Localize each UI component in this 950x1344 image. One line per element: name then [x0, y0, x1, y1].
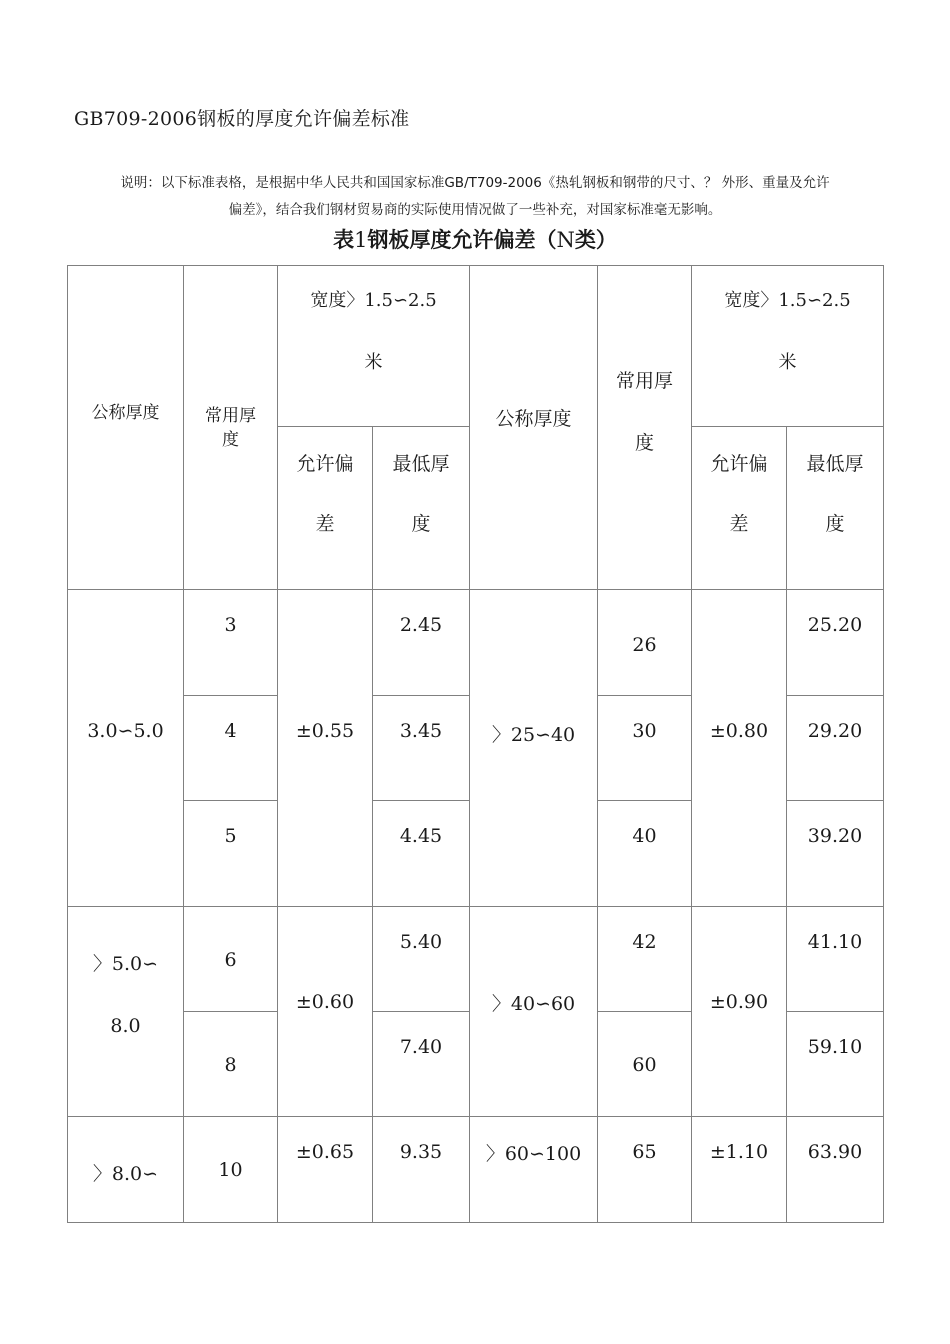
common-value: 4	[224, 720, 237, 742]
left-common-cell	[183, 1116, 278, 1223]
left-common-cell	[183, 589, 278, 696]
header-tolerance-right	[691, 426, 787, 590]
table-title-end: 类）	[574, 228, 617, 252]
left-common-cell	[183, 906, 278, 1012]
left-common-cell	[183, 800, 278, 907]
right-common-cell	[597, 589, 692, 696]
min-value: 2.45	[399, 614, 443, 636]
header-label: 度	[222, 430, 239, 450]
header-nominal-thickness-left	[67, 265, 184, 590]
header-label: 米	[778, 352, 797, 373]
range-value: 〉25∽40	[491, 724, 576, 746]
header-label: 常用厚	[615, 370, 673, 392]
table-title-prefix: 表	[333, 228, 355, 252]
common-value: 26	[632, 634, 657, 656]
table-title	[0, 224, 950, 254]
header-common-thickness-left	[183, 265, 278, 590]
range-value: 3.0∽5.0	[87, 720, 164, 742]
header-common-thickness-right	[597, 265, 692, 590]
header-nominal-thickness-right	[469, 265, 598, 590]
header-label: 允许偏	[710, 453, 768, 475]
right-tolerance-cell	[691, 589, 787, 907]
header-label: 差	[315, 513, 335, 535]
min-value: 29.20	[807, 720, 863, 742]
common-value: 40	[632, 825, 657, 847]
min-value: 59.10	[807, 1036, 863, 1058]
header-width-right	[691, 265, 884, 427]
left-min-cell	[372, 1011, 470, 1117]
header-tolerance-left	[277, 426, 373, 590]
header-label: 宽度〉1.5∽2.5	[724, 290, 851, 311]
range-value: 〉8.0∽	[92, 1163, 159, 1185]
table-title-suffix: 钢板厚度允许偏差（	[367, 228, 557, 252]
header-label: 米	[364, 352, 383, 373]
right-min-cell	[786, 695, 884, 801]
header-label: 度	[634, 432, 654, 454]
common-value: 8	[224, 1054, 237, 1076]
min-value: 25.20	[807, 614, 863, 636]
note-line-1: 说明：以下标准表格，是根据中华人民共和国国家标准GB/T709-2006《热轧钢板和钢带的尺寸、？ 外形、重量及允许	[120, 175, 830, 191]
range-value: 〉5.0∽	[92, 953, 159, 975]
table-title-number: 1	[354, 228, 368, 252]
range-value: 8.0	[110, 1015, 141, 1037]
header-label: 公称厚度	[91, 403, 160, 423]
right-min-cell	[786, 1116, 884, 1223]
right-tolerance-cell	[691, 1116, 787, 1223]
left-common-cell	[183, 1011, 278, 1117]
right-min-cell	[786, 589, 884, 696]
min-value: 41.10	[807, 931, 863, 953]
min-value: 3.45	[399, 720, 443, 742]
right-common-cell	[597, 906, 692, 1012]
common-value: 60	[632, 1054, 657, 1076]
min-value: 39.20	[807, 825, 863, 847]
min-value: 5.40	[399, 931, 443, 953]
min-value: 4.45	[399, 825, 443, 847]
right-min-cell	[786, 800, 884, 907]
range-value: 〉60∽100	[485, 1143, 582, 1165]
header-label: 度	[411, 513, 431, 535]
min-value: 7.40	[399, 1036, 443, 1058]
header-label: 常用厚	[205, 406, 256, 426]
right-common-cell	[597, 1011, 692, 1117]
left-tolerance-cell	[277, 906, 373, 1117]
common-value: 10	[218, 1159, 243, 1181]
right-common-cell	[597, 695, 692, 801]
min-value: 63.90	[807, 1141, 863, 1163]
left-min-cell	[372, 695, 470, 801]
right-range-cell	[469, 906, 598, 1117]
left-range-cell	[67, 589, 184, 907]
header-label: 宽度〉1.5∽2.5	[310, 290, 437, 311]
right-min-cell	[786, 906, 884, 1012]
right-common-cell	[597, 800, 692, 907]
header-label: 最低厚	[806, 453, 864, 475]
min-value: 9.35	[399, 1141, 443, 1163]
common-value: 6	[224, 949, 237, 971]
left-range-cell	[67, 1116, 184, 1223]
document-title: GB709-2006钢板的厚度允许偏差标准	[74, 108, 410, 130]
right-common-cell	[597, 1116, 692, 1223]
left-min-cell	[372, 1116, 470, 1223]
common-value: 5	[224, 825, 237, 847]
left-tolerance-cell	[277, 589, 373, 907]
left-common-cell	[183, 695, 278, 801]
tolerance-value: ±0.55	[295, 720, 355, 742]
tolerance-value: ±0.65	[295, 1141, 355, 1163]
header-label: 度	[825, 513, 845, 535]
tolerance-value: ±1.10	[709, 1141, 769, 1163]
common-value: 30	[632, 720, 657, 742]
common-value: 42	[632, 931, 657, 953]
right-min-cell	[786, 1011, 884, 1117]
header-label: 允许偏	[296, 453, 354, 475]
left-tolerance-cell	[277, 1116, 373, 1223]
left-range-cell	[67, 906, 184, 1117]
tolerance-value: ±0.60	[295, 991, 355, 1013]
right-tolerance-cell	[691, 906, 787, 1117]
left-min-cell	[372, 906, 470, 1012]
header-min-thickness-left	[372, 426, 470, 590]
common-value: 65	[632, 1141, 657, 1163]
header-min-thickness-right	[786, 426, 884, 590]
note-line-2: 偏差》，结合我们钢材贸易商的实际使用情况做了一些补充，对国家标准毫无影响。	[228, 202, 722, 218]
tolerance-value: ±0.80	[709, 720, 769, 742]
table-title-class: N	[556, 228, 575, 252]
common-value: 3	[224, 614, 237, 636]
header-label: 最低厚	[392, 453, 450, 475]
range-value: 〉40∽60	[491, 993, 576, 1015]
right-range-cell	[469, 1116, 598, 1223]
header-label: 公称厚度	[495, 408, 572, 430]
explanation-note	[74, 170, 876, 224]
header-width-left	[277, 265, 470, 427]
tolerance-value: ±0.90	[709, 991, 769, 1013]
right-range-cell	[469, 589, 598, 907]
header-label: 差	[729, 513, 749, 535]
left-min-cell	[372, 589, 470, 696]
left-min-cell	[372, 800, 470, 907]
